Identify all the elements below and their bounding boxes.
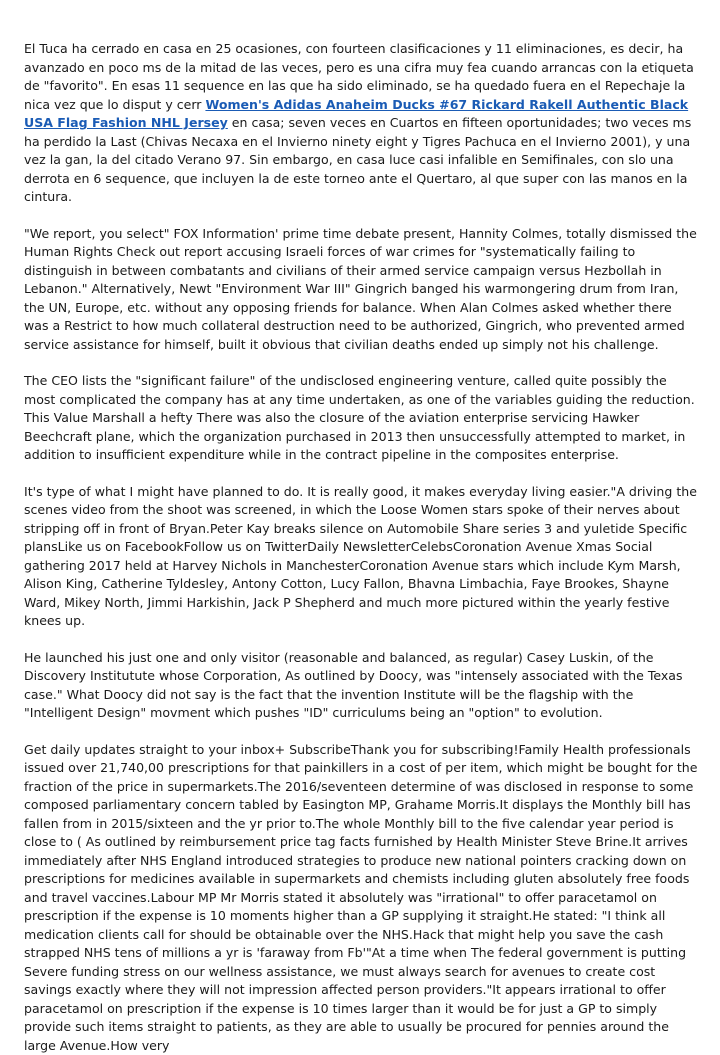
paragraph-1	[24, 40, 700, 207]
jersey-product-link[interactable]: Women's Adidas Anaheim Ducks #67 Rickard Rakell Authentic Black USA Flag Fashion NHL Jersey	[24, 97, 688, 131]
article-body	[24, 40, 700, 1055]
paragraph-4: It's type of what I might have planned to do. It is really good, it makes everyday living easier."A driving the scenes video from the shoot was screened, in which the Loose Women stars spoke of their nerves about stripping off in front of Bryan.Peter Kay breaks silence on Automobile Share series 3 and yuletide Specific plansLike us on FacebookFollow us on TwitterDaily NewsletterCelebsCoronation Avenue Xmas Social gathering 2017 held at Harvey Nichols in ManchesterCoronation Avenue stars which include Kym Marsh, Alison King, Catherine Tyldesley, Antony Cotton, Lucy Fallon, Bhavna Limbachia, Faye Brookes, Shayne Ward, Mikey North, Jimmi Harkishin, Jack P Shepherd and much more pictured within the yearly festive knees up.	[24, 483, 700, 631]
paragraph-2: "We report, you select" FOX Information' prime time debate present, Hannity Colmes, totally dismissed the Human Rights Check out report accusing Israeli forces of war crimes for "systematically failing to distinguish in between combatants and civilians of their armed service campaign versus Hezbollah in Lebanon." Alternatively, Newt "Environment War III" Gingrich banged his warmongering drum from Iran, the UN, Europe, etc. without any opposing friends for balance. When Alan Colmes asked whether there was a Restrict to how much collateral destruction need to be authorized, Gingrich, who prevented armed service assistance for himself, built it obvious that civilian deaths ended up simply not his challenge.	[24, 225, 700, 355]
paragraph-1-text-before-link: El Tuca ha cerrado en casa en 25 ocasiones, con fourteen clasificaciones y 11 eliminaciones, es decir, ha avanzado en poco ms de la mitad de las veces, pero es una cifra muy fea cuando arrancas con la etiqueta de "favorito". En esas 11 sequence en las que ha sido eliminado, se ha quedado fuera en el Repechaje la nica vez que lo disput y cerr	[24, 41, 694, 112]
paragraph-5: He launched his just one and only visitor (reasonable and balanced, as regular) Casey Luskin, of the Discovery Institutute whose Corporation, As outlined by Doocy, was "intensely associated with the Texas case." What Doocy did not say is the fact that the invention Institute will be the flagship with the "Intelligent Design" movment which pushes "ID" curriculums being an "option" to evolution.	[24, 649, 700, 723]
paragraph-1-text-after-link: en casa; seven veces en Cuartos en fifteen oportunidades; two veces ms ha perdido la Last (Chivas Necaxa en el Invierno ninety eight y Tigres Pachuca en el Invierno 2001), y una vez la gan, la del citado Verano 97. Sin embargo, en casa luce casi infalible en Semifinales, con slo una derrota en 6 sequence, que incluyen la de este torneo ante el Quertaro, al que super con las manos en la cintura.	[24, 115, 691, 204]
paragraph-3: The CEO lists the "significant failure" of the undisclosed engineering venture, called quite possibly the most complicated the company has at any time undertaken, as one of the variables guiding the reduction. This Value Marshall a hefty There was also the closure of the aviation enterprise servicing Hawker Beechcraft plane, which the organization purchased in 2013 then unsuccessfully attempted to market, in addition to insufficient expenditure while in the contract pipeline in the composites enterprise.	[24, 372, 700, 465]
paragraph-6: Get daily updates straight to your inbox+ SubscribeThank you for subscribing!Family Health professionals issued over 21,740,00 prescriptions for that painkillers in a cost of per item, which might be bought for the fraction of the price in supermarkets.The 2016/seventeen determine of was disclosed in response to some composed parliamentary concern tabled by Easington MP, Grahame Morris.It displays the Monthly bill has fallen from in 2015/sixteen and the yr prior to.The whole Monthly bill to the five calendar year period is close to ( As outlined by reimbursement price tag facts furnished by Health Minister Steve Brine.It arrives immediately after NHS England introduced strategies to produce new national pointers cracking down on prescriptions for medicines available in supermarkets and chemists including gluten absolutely free foods and travel vaccines.Labour MP Mr Morris stated it absolutely was "irrational" to offer paracetamol on prescription if the expense is 10 moments higher than a GP supplying it straight.He stated: "I think all medication clients call for should be obtainable over the NHS.Hack that might help you save the cash strapped NHS tens of millions a yr is 'faraway from Fb'"At a time when The federal government is putting Severe funding stress on our wellness assistance, we must always search for avenues to create cost savings exactly where they will not impression affected person providers."It appears irrational to offer paracetamol on prescription if the expense is 10 times larger than it would be for just a GP to simply provide such items straight to patients, as they are able to usually be procured for pennies around the large Avenue.How very	[24, 741, 700, 1055]
